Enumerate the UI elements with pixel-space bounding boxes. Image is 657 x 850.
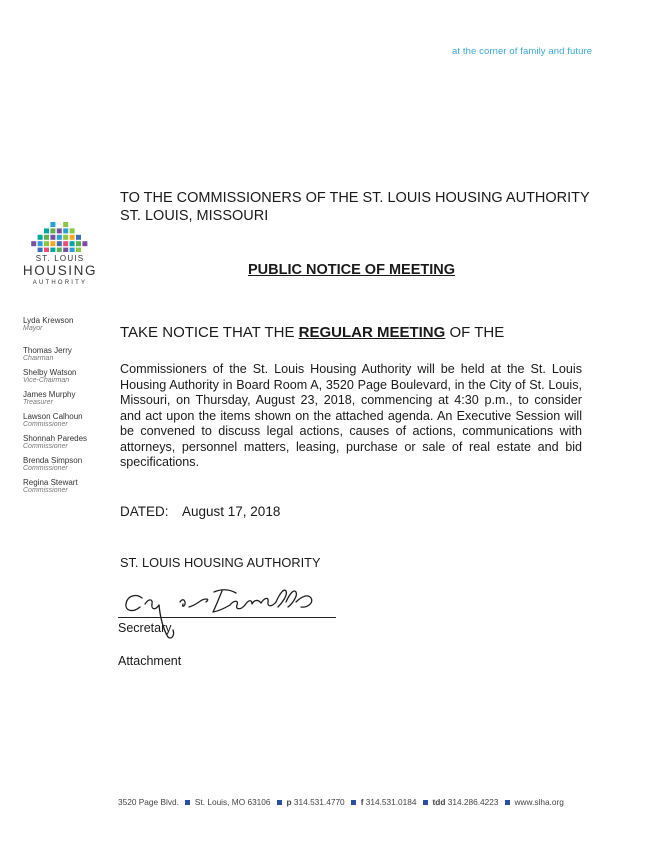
roster-name: Shonnah Paredes — [23, 434, 88, 443]
footer-fax: 314.531.0184 — [365, 797, 417, 807]
logo-tile — [76, 248, 81, 252]
roster-entry — [23, 456, 118, 473]
attachment-label: Attachment — [118, 654, 182, 668]
notice-suffix: OF THE — [445, 324, 505, 341]
logo-tile — [70, 228, 75, 233]
roster-name: James Murphy — [23, 390, 76, 399]
logo-tile — [50, 228, 55, 233]
logo-tile — [44, 241, 49, 246]
roster-name: Thomas Jerry — [23, 346, 72, 355]
logo-tile — [50, 235, 55, 240]
notice-prefix: TAKE NOTICE THAT THE — [120, 324, 299, 341]
footer-street: 3520 Page Blvd. — [118, 797, 179, 807]
roster-name: Lawson Calhoun — [23, 412, 83, 421]
roster-entry — [23, 434, 118, 451]
roster-role: Commissioner — [23, 421, 68, 428]
dated-value: August 17, 2018 — [182, 504, 281, 519]
roster-entry — [23, 478, 118, 495]
notice-emphasis: REGULAR MEETING — [298, 324, 446, 341]
logo-tile — [57, 228, 62, 233]
signature-line — [118, 617, 336, 618]
logo-tile — [76, 235, 81, 240]
roster-entry — [23, 412, 118, 429]
logo-tile — [76, 241, 81, 246]
roster-entry — [23, 346, 118, 363]
footer-phone-prefix: p — [286, 797, 292, 807]
footer-contact — [118, 797, 564, 807]
logo-tile — [44, 228, 49, 233]
footer-phone: 314.531.4770 — [293, 797, 345, 807]
roster-role: Commissioner — [23, 487, 68, 494]
logo-tile — [70, 241, 75, 246]
logo-tile — [63, 235, 68, 240]
footer-city: St. Louis, MO 63106 — [194, 797, 271, 807]
notice-statement — [120, 324, 504, 341]
roster-entry — [23, 368, 118, 385]
roster-name: Lyda Krewson — [23, 316, 74, 325]
logo-tile — [63, 228, 68, 233]
dated-row — [120, 504, 281, 519]
roster-entry — [23, 316, 118, 333]
address-line-1: TO THE COMMISSIONERS OF THE ST. LOUIS HOUSING AUTHORITY — [120, 190, 590, 206]
square-bullet-icon — [505, 800, 510, 805]
organization-name: ST. LOUIS HOUSING AUTHORITY — [120, 555, 321, 570]
dated-label: DATED: — [120, 504, 169, 519]
logo-tile — [38, 241, 43, 246]
logo-line-1: ST. LOUIS — [35, 254, 85, 263]
roster-role: Vice-Chairman — [23, 377, 70, 384]
roster-role: Commissioner — [23, 443, 68, 450]
logo-tile — [57, 235, 62, 240]
roster-role: Mayor — [23, 325, 43, 332]
logo-tile — [57, 248, 62, 252]
roster-name: Brenda Simpson — [23, 456, 83, 465]
footer-tdd-prefix: tdd — [432, 797, 446, 807]
logo-tile — [50, 241, 55, 246]
logo-tile — [44, 235, 49, 240]
footer-website[interactable]: www.slha.org — [514, 797, 564, 807]
board-roster — [23, 316, 118, 500]
logo-tile — [70, 235, 75, 240]
logo-tile — [63, 241, 68, 246]
tagline: at the corner of family and future — [452, 46, 593, 57]
secretary-label: Secretary — [118, 621, 172, 635]
roster-role: Treasurer — [23, 399, 53, 406]
logo-tile — [44, 248, 49, 252]
logo-tile — [50, 248, 55, 252]
logo-tile — [50, 222, 55, 227]
roster-role: Commissioner — [23, 465, 68, 472]
footer-fax-prefix: f — [360, 797, 364, 807]
roster-name: Shelby Watson — [23, 368, 77, 377]
notice-body: Commissioners of the St. Louis Housing Authority will be held at the St. Louis Housing Authority in Board Room A, 3520 Page Boulevard, in the City of St. Louis, Missouri, on Thursday, August 23, 2018, commencing at 4:30 p.m., to consider and act upon the items shown on the attached agenda. An Executive Session will be convened to discuss legal actions, causes of actions, communications with attorneys, personnel matters, leasing, purchase or sale of real estate and bid specifications. — [120, 362, 582, 469]
logo-tile — [70, 248, 75, 252]
roster-name: Regina Stewart — [23, 478, 78, 487]
logo-tile — [63, 222, 68, 227]
roster-role: Chairman — [23, 355, 54, 362]
square-bullet-icon — [351, 800, 356, 805]
address-line-2: ST. LOUIS, MISSOURI — [120, 208, 269, 224]
footer-tdd: 314.286.4223 — [447, 797, 499, 807]
logo-tile — [57, 241, 62, 246]
logo-tile — [38, 235, 43, 240]
logo-line-2: HOUSING — [22, 263, 98, 278]
square-bullet-icon — [277, 800, 282, 805]
logo-tile — [63, 248, 68, 252]
logo-tile — [31, 241, 36, 246]
logo-tile — [38, 248, 43, 252]
logo-mosaic-icon — [20, 222, 100, 252]
roster-entry — [23, 390, 118, 407]
logo-line-3: AUTHORITY — [32, 280, 88, 286]
square-bullet-icon — [423, 800, 428, 805]
notice-title: PUBLIC NOTICE OF MEETING — [248, 262, 456, 278]
square-bullet-icon — [185, 800, 190, 805]
logo-tile — [82, 241, 87, 246]
